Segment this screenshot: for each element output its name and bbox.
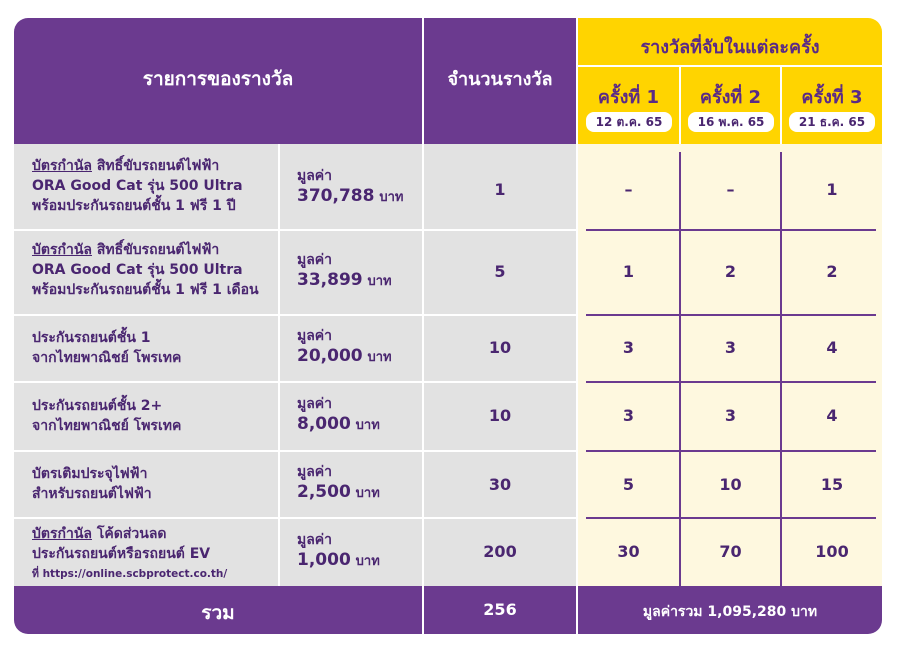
row-6-name bbox=[32, 524, 227, 584]
draw-3-date: 21 ธ.ค. 65 bbox=[789, 112, 875, 132]
row-4-draw-2: 3 bbox=[724, 406, 737, 425]
row-6-count: 200 bbox=[483, 542, 517, 561]
row-1-draw-2: – bbox=[726, 180, 735, 199]
row-4-value-unit: บาท bbox=[355, 418, 380, 433]
draw-title-divider bbox=[578, 65, 882, 67]
row-5-draw-3: 15 bbox=[820, 475, 844, 494]
row-divider-4 bbox=[14, 450, 578, 452]
header-prize-count bbox=[424, 18, 576, 144]
row-2-name-underline: บัตรกำนัล bbox=[32, 242, 92, 258]
row-2-draw-3: 2 bbox=[826, 262, 838, 281]
row-2-value bbox=[297, 250, 392, 292]
row-5-draw-1: 5 bbox=[622, 475, 635, 494]
draw-1-label: ครั้งที่ 1 bbox=[597, 87, 660, 108]
row-1-name bbox=[32, 156, 243, 216]
draw-2-label: ครั้งที่ 2 bbox=[699, 87, 762, 108]
footer-total-label: รวม bbox=[201, 602, 235, 624]
row-3-name-line-1: ประกันรถยนต์ชั้น 1 bbox=[32, 330, 151, 346]
body-divider-name-value bbox=[278, 144, 280, 586]
header-prize-list-label: รายการของรางวัล bbox=[142, 68, 294, 90]
row-divider-3-draws bbox=[586, 381, 876, 383]
body-draw-divider-2 bbox=[780, 152, 782, 586]
row-3-value-amount: 20,000 bbox=[297, 346, 363, 366]
row-2-name-line-3: พร้อมประกันรถยนต์ชั้น 1 ฟรี 1 เดือน bbox=[32, 282, 259, 298]
row-2-value-label: มูลค่า bbox=[297, 252, 333, 268]
row-4-value-label: มูลค่า bbox=[297, 396, 333, 412]
row-5-name-line-2: สำหรับรถยนต์ไฟฟ้า bbox=[32, 486, 152, 502]
prize-table bbox=[14, 18, 882, 634]
row-divider-2 bbox=[14, 314, 578, 316]
header-draw-title: รางวัลที่จับในแต่ละครั้ง bbox=[640, 37, 820, 58]
row-5-value-amount: 2,500 bbox=[297, 482, 351, 502]
row-6-name-underline: บัตรกำนัล bbox=[32, 526, 92, 542]
row-1-value-amount: 370,788 bbox=[297, 186, 375, 206]
header-prize-count-label: จำนวนรางวัล bbox=[447, 69, 553, 90]
row-2-name-line-1-rest: สิทธิ์ขับรถยนต์ไฟฟ้า bbox=[96, 242, 220, 258]
row-6-draw-2: 70 bbox=[719, 542, 742, 561]
row-divider-1-draws bbox=[586, 229, 876, 231]
row-5-draw-2: 10 bbox=[719, 475, 742, 494]
row-3-draw-3: 4 bbox=[826, 338, 838, 357]
row-1-name-line-1-rest: สิทธิ์ขับรถยนต์ไฟฟ้า bbox=[96, 158, 220, 174]
row-5-value-unit: บาท bbox=[355, 486, 380, 501]
row-3-count: 10 bbox=[488, 338, 512, 357]
draw-3-label: ครั้งที่ 3 bbox=[801, 87, 863, 108]
row-4-value bbox=[297, 394, 380, 436]
row-divider-1 bbox=[14, 229, 578, 231]
row-divider-4-draws bbox=[586, 450, 876, 452]
row-3-value-unit: บาท bbox=[367, 350, 392, 365]
row-4-value-amount: 8,000 bbox=[297, 414, 351, 434]
body-divider-count-draws bbox=[576, 144, 578, 586]
row-4-name-line-2: จากไทยพาณิชย์ โพรเทค bbox=[32, 418, 182, 434]
row-4-draw-1: 3 bbox=[622, 406, 635, 425]
row-1-draw-3: 1 bbox=[826, 180, 838, 199]
row-1-count: 1 bbox=[494, 180, 506, 199]
row-5-value-label: มูลค่า bbox=[297, 464, 333, 480]
row-divider-5 bbox=[14, 517, 578, 519]
row-3-name-line-2: จากไทยพาณิชย์ โพรเทค bbox=[32, 350, 182, 366]
footer-total-value-cell bbox=[578, 586, 882, 634]
row-6-name-line-1-rest: โค้ดส่วนลด bbox=[96, 526, 167, 542]
row-2-name-line-2: ORA Good Cat รุ่น 500 Ultra bbox=[32, 262, 243, 278]
row-6-value bbox=[297, 530, 380, 572]
row-3-value-label: มูลค่า bbox=[297, 328, 333, 344]
footer-divider-b bbox=[576, 586, 578, 634]
row-4-draw-3: 4 bbox=[826, 406, 838, 425]
body-divider-value-count bbox=[422, 144, 424, 586]
row-6-draw-1: 30 bbox=[617, 542, 640, 561]
row-1-value-label: มูลค่า bbox=[297, 168, 333, 184]
row-3-name bbox=[32, 328, 181, 368]
row-6-name-line-2: ประกันรถยนต์หรือรถยนต์ EV bbox=[32, 546, 211, 562]
row-5-count: 30 bbox=[488, 475, 512, 494]
row-5-value bbox=[297, 462, 380, 504]
row-6-value-amount: 1,000 bbox=[297, 550, 351, 570]
footer-total-label-cell bbox=[14, 586, 422, 634]
header-divider-b bbox=[576, 18, 578, 144]
row-3-draw-2: 3 bbox=[724, 338, 737, 357]
row-6-value-unit: บาท bbox=[355, 554, 380, 569]
row-2-value-amount: 33,899 bbox=[297, 270, 363, 290]
row-1-name-line-2: ORA Good Cat รุ่น 500 Ultra bbox=[32, 178, 243, 194]
footer-divider-a bbox=[422, 586, 424, 634]
row-divider-3 bbox=[14, 381, 578, 383]
row-2-draw-1: 1 bbox=[622, 262, 635, 281]
row-divider-2-draws bbox=[586, 314, 876, 316]
row-6-draw-3: 100 bbox=[815, 542, 849, 561]
row-3-draw-1: 3 bbox=[622, 338, 635, 357]
row-4-count: 10 bbox=[488, 406, 512, 425]
row-1-value-unit: บาท bbox=[379, 190, 404, 205]
row-3-value bbox=[297, 326, 392, 368]
row-divider-5-draws bbox=[586, 517, 876, 519]
header-divider-a bbox=[422, 18, 424, 144]
row-1-value bbox=[297, 166, 403, 208]
body-cream-area bbox=[578, 144, 882, 586]
row-6-value-label: มูลค่า bbox=[297, 532, 333, 548]
draw-2-date: 16 พ.ค. 65 bbox=[688, 112, 774, 132]
draw-1-date: 12 ต.ค. 65 bbox=[586, 112, 672, 132]
row-1-name-underline: บัตรกำนัล bbox=[32, 158, 92, 174]
row-2-count: 5 bbox=[494, 262, 506, 281]
row-5-name bbox=[32, 464, 152, 504]
row-1-name-line-3: พร้อมประกันรถยนต์ชั้น 1 ฟรี 1 ปี bbox=[32, 198, 236, 214]
footer-total-count-cell bbox=[424, 586, 576, 634]
header-prize-list bbox=[14, 18, 422, 144]
row-4-name-line-1: ประกันรถยนต์ชั้น 2+ bbox=[32, 398, 163, 414]
footer-total-count: 256 bbox=[483, 600, 517, 619]
body-draw-divider-1 bbox=[679, 152, 681, 586]
row-2-value-unit: บาท bbox=[367, 274, 392, 289]
row-2-name bbox=[32, 240, 259, 300]
footer-total-value: มูลค่ารวม 1,095,280 บาท bbox=[642, 604, 818, 620]
row-2-draw-2: 2 bbox=[724, 262, 737, 281]
row-4-name bbox=[32, 396, 181, 436]
row-1-draw-1: – bbox=[624, 180, 633, 199]
row-5-name-line-1: บัตรเติมประจุไฟฟ้า bbox=[32, 466, 148, 482]
row-6-name-line-3: ที่ https://online.scbprotect.co.th/ bbox=[32, 568, 228, 580]
